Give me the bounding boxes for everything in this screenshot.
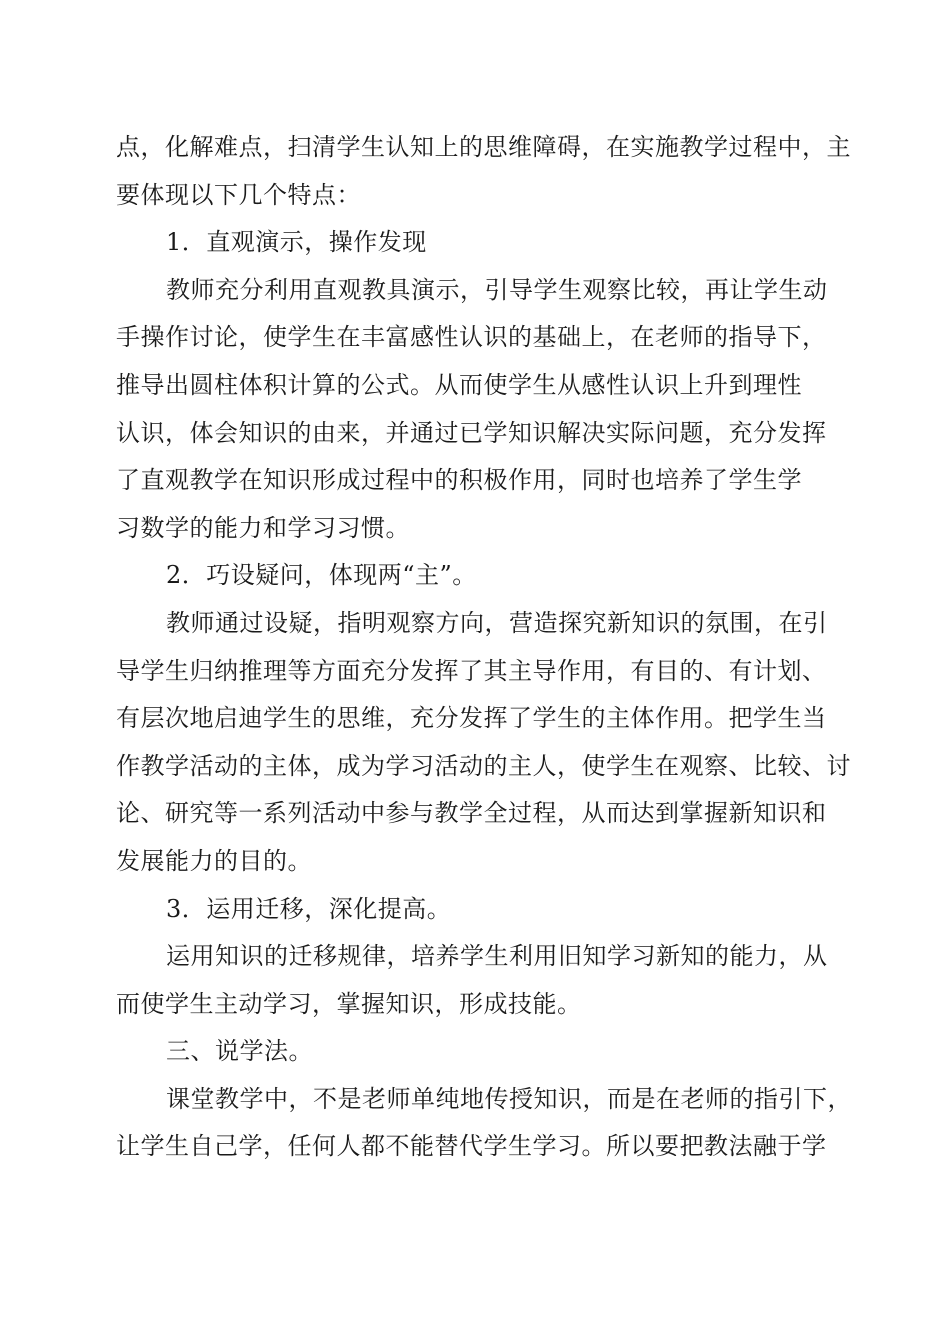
paragraph-start-line: 教师通过设疑，指明观察方向，营造探究新知识的氛围，在引 [166,608,828,637]
text-line: 发展能力的目的。 [116,846,312,875]
section-heading: 三、说学法。 [166,1037,313,1066]
text-line: 而使学生主动学习，掌握知识，形成技能。 [116,989,582,1018]
text-line: 认识，体会知识的由来，并通过已学知识解决实际问题，充分发挥 [116,418,827,447]
text-line: 了直观教学在知识形成过程中的积极作用，同时也培养了学生学 [116,466,802,495]
paragraph-start-line: 运用知识的迁移规律，培养学生利用旧知学习新知的能力，从 [166,942,828,971]
text-line: 手操作讨论，使学生在丰富感性认识的基础上，在老师的指导下， [116,323,827,352]
text-line: 让学生自己学，任何人都不能替代学生学习。所以要把教法融于学 [116,1132,827,1161]
document-body [116,124,852,1171]
section-heading: 1．直观演示，操作发现 [166,228,427,257]
text-line: 习数学的能力和学习习惯。 [116,513,410,542]
text-line: 推导出圆柱体积计算的公式。从而使学生从感性认识上升到理性 [116,370,802,399]
text-line: 论、研究等一系列活动中参与教学全过程，从而达到掌握新知识和 [116,799,827,828]
text-line: 有层次地启迪学生的思维，充分发挥了学生的主体作用。把学生当 [116,704,827,733]
paragraph-start-line: 教师充分利用直观教具演示，引导学生观察比较，再让学生动 [166,275,828,304]
paragraph-start-line: 课堂教学中，不是老师单纯地传授知识，而是在老师的指引下， [166,1084,852,1113]
section-heading: 2．巧设疑问，体现两“主”。 [166,561,477,590]
text-line: 要体现以下几个特点： [116,180,361,209]
section-heading: 3．运用迁移，深化提高。 [166,894,452,923]
text-line: 导学生归纳推理等方面充分发挥了其主导作用，有目的、有计划、 [116,656,827,685]
text-line: 作教学活动的主体，成为学习活动的主人，使学生在观察、比较、讨 [116,751,851,780]
text-line: 点，化解难点，扫清学生认知上的思维障碍，在实施教学过程中，主 [116,133,851,161]
